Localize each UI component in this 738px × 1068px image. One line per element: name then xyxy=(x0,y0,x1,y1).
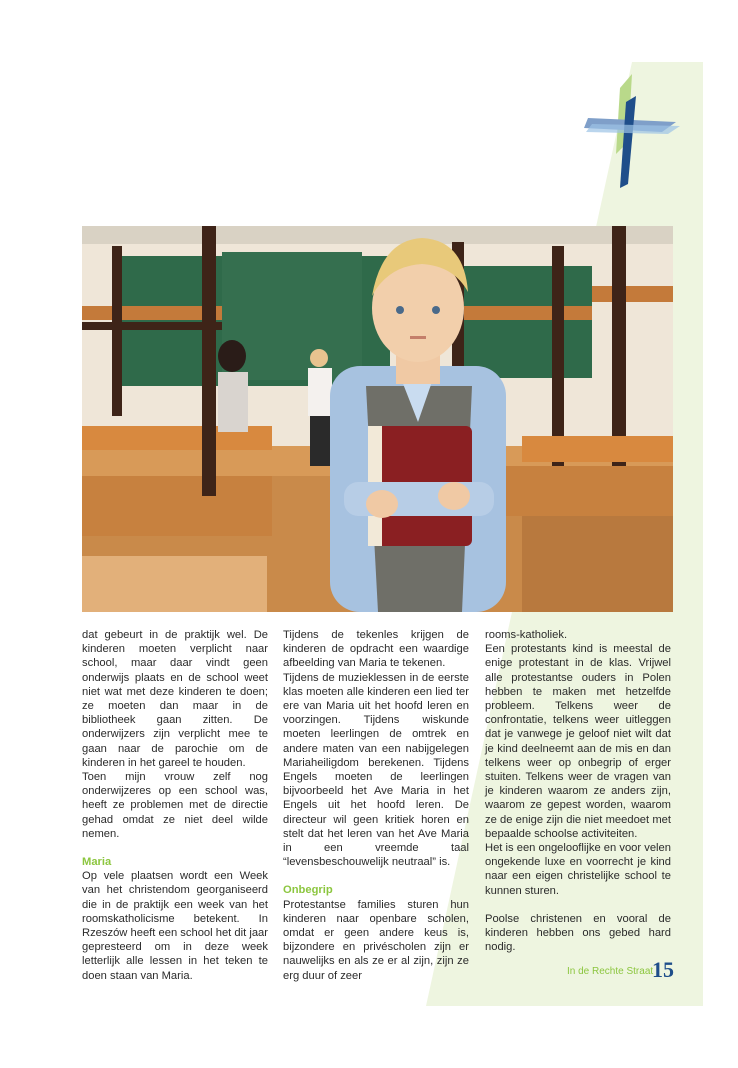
text-column-2 xyxy=(283,628,469,983)
paragraph: Tijdens de tekenles krijgen de kinderen de opdracht een waardige afbeelding van Maria te tekenen. xyxy=(283,629,469,670)
paragraph: Tijdens de muzieklessen in de eerste klas moeten alle kinderen een lied ter ere van Maria uit het hoofd leren en voorzingen. Tijdens wiskunde moeten leerlingen de omtrek en andere maten van een nabijgelegen Mariaheiligdom berekenen. Tijdens Engels moeten de leerlingen bijvoorbeeld het Ave Maria in het Engels uit het hoofd leren. De directeur wil geen kritiek horen en stelt dat het leren van het Ave Maria in een vreemde taal “levensbeschouwelijk neutraal” is. xyxy=(283,671,469,869)
photo-boy-in-classroom xyxy=(82,226,673,612)
section-heading-maria: Maria xyxy=(82,856,112,869)
page-number: 15 xyxy=(652,957,674,982)
paragraph: Toen mijn vrouw zelf nog onderwijzeres op een school was, heeft ze problemen met de directie gehad omdat ze niet deel wilde nemen. xyxy=(82,771,268,840)
paragraph: Op vele plaatsen wordt een Week van het christendom georganiseerd die in de praktijk een week van het roomskatholicisme betekent. In Rzeszów heeft een school het dit jaar gepresteerd om in deze week letterlijk alle lessen in het teken te doen staan van Maria. xyxy=(82,870,268,982)
paragraph: Een protestants kind is meestal de enige protestant in de klas. Vrijwel alle protestantse ouders in Polen hebben te maken met hetzelfde probleem. Telkens weer de confrontatie, telkens weer uitleggen dat je vanwege je geloof niet wilt dat je kind deelneemt aan de mis en dan telkens weer op onbegrip of erger stuiten. Telkens weer de vragen van je kinderen waarom ze anders zijn, waarom ze gepest worden, waarom ze de enige zijn die niet meedoet met bepaalde schoolse activiteiten. xyxy=(485,643,671,840)
paragraph: Protestantse families sturen hun kinderen naar openbare scholen, omdat er geen andere keus is, bijzondere en privéscholen zijn er nauwelijks en als ze er al zijn, zijn ze erg duur of zeer xyxy=(283,898,469,982)
paragraph: Poolse christenen en vooral de kinderen hebben ons gebed hard nodig. xyxy=(485,912,671,954)
magazine-name: In de Rechte Straat xyxy=(567,966,654,977)
cross-icon xyxy=(584,72,684,188)
paragraph: dat gebeurt in de praktijk wel. De kinderen moeten verplicht naar school, maar daar vindt geen onderwijs plaats en de school weet niet wat met deze kinderen te doen; ze moeten dan maar in de bibliotheek gaan zitten. De onderwijzers zijn verplicht mee te gaan naar de parochie om de kinderen in het gareel te houden. xyxy=(82,629,268,769)
text-column-3 xyxy=(485,628,671,954)
paragraph: Het is een ongelooflijke en voor velen ongekende luxe en voorrecht je kind naar een eigen christelijke school te kunnen sturen. xyxy=(485,842,671,897)
section-heading-onbegrip: Onbegrip xyxy=(283,884,333,897)
text-column-1 xyxy=(82,628,268,983)
paragraph: rooms-katholiek. xyxy=(485,629,568,641)
